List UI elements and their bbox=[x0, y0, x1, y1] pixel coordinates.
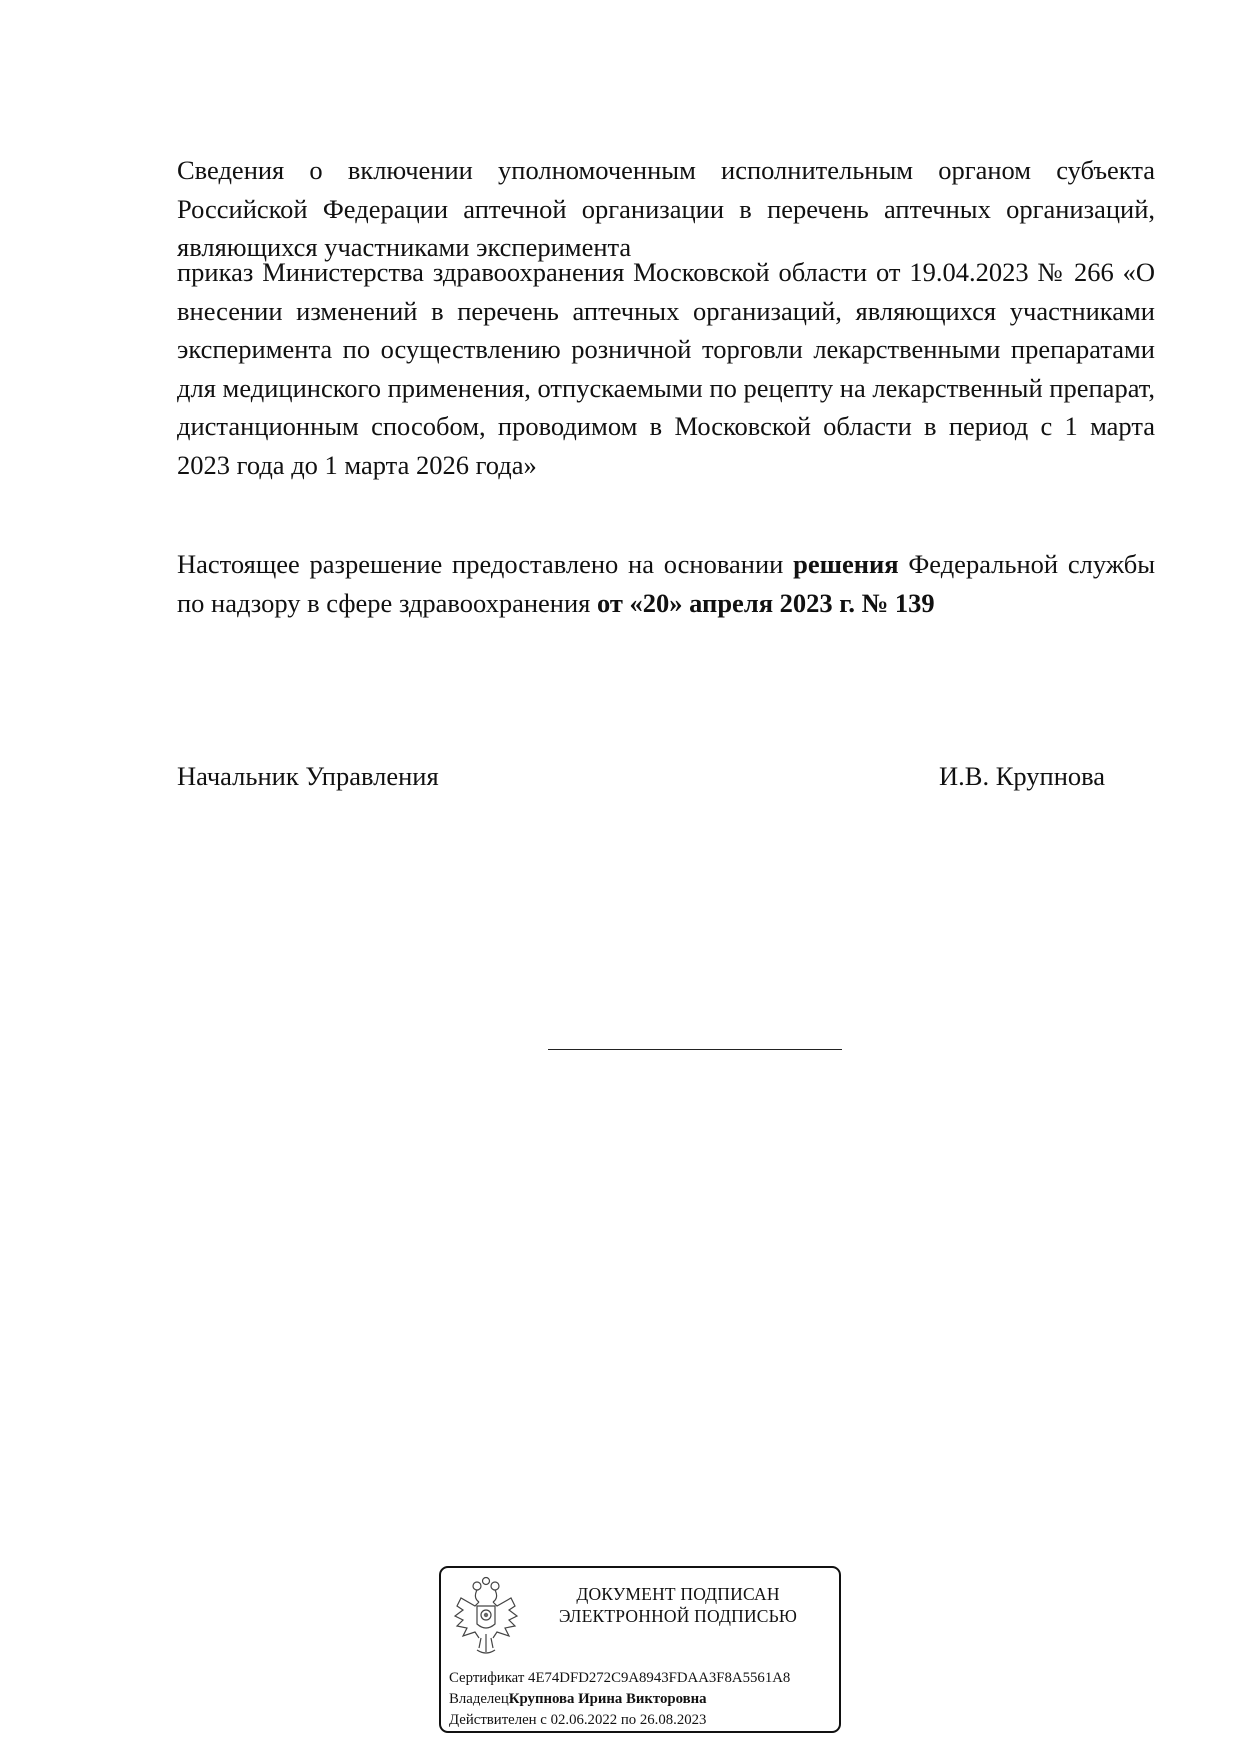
signer-name: И.В. Крупнова bbox=[939, 761, 1106, 791]
electronic-signature-stamp bbox=[439, 1566, 841, 1733]
stamp-title-line-2: ЭЛЕКТРОННОЙ ПОДПИСЬЮ bbox=[558, 1606, 798, 1626]
certificate-line bbox=[449, 1668, 790, 1688]
stamp-title-line-1: ДОКУМЕНТ ПОДПИСАН bbox=[576, 1584, 780, 1604]
validity-line: Действителен с 02.06.2022 по 26.08.2023 bbox=[449, 1712, 707, 1728]
signer-position: Начальник Управления bbox=[177, 761, 439, 791]
coat-of-arms-icon bbox=[453, 1576, 519, 1658]
basis-text-1: Настоящее разрешение предоставлено на основании bbox=[177, 549, 794, 579]
permission-basis bbox=[177, 545, 1155, 622]
order-reference: приказ Министерства здравоохранения Московской области от 19.04.2023 № 266 «О внесении изменений в перечень аптечных организаций, являющихся участниками эксперимента по осуществлению розничной торговли лекарственными препаратами для медицинского применения, отпускаемыми по рецепту на лекарственный препарат, дистанционным способом, проводимом в Московской области в период с 1 марта 2023 года до 1 марта 2026 года» bbox=[177, 257, 1155, 480]
owner-value: Крупнова Ирина Викторовна bbox=[508, 1691, 707, 1707]
basis-text-2: Федеральной службы по надзору в сфере здравоохранения bbox=[177, 549, 1155, 618]
document-heading: Сведения о включении уполномоченным исполнительным органом субъекта Российской Федерации аптечной организации в перечень аптечных организаций, являющихся участниками эксперимента bbox=[177, 155, 1155, 262]
owner-label: Владелец bbox=[449, 1691, 509, 1707]
owner-line bbox=[449, 1689, 707, 1709]
stamp-title bbox=[533, 1583, 823, 1627]
certificate-value: 4E74DFD272C9A8943FDAA3F8A5561A8 bbox=[528, 1670, 791, 1686]
basis-decision-label: решения bbox=[793, 549, 899, 579]
basis-decision-number: от «20» апреля 2023 г. № 139 bbox=[596, 587, 935, 618]
separator-line bbox=[548, 1049, 842, 1050]
certificate-label: Сертификат bbox=[449, 1670, 525, 1686]
